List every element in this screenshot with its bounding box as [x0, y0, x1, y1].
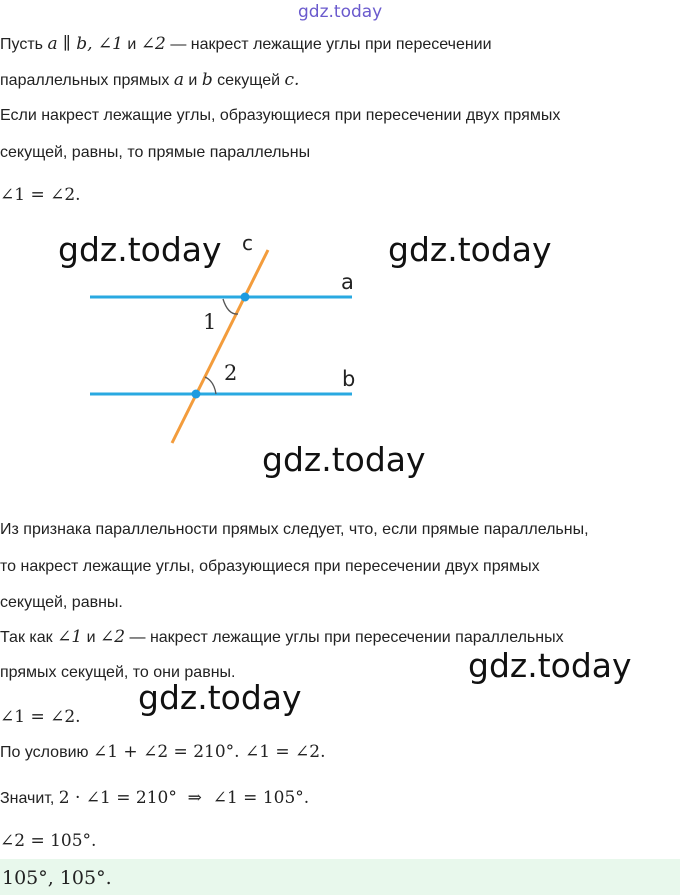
- line-a-label: a: [341, 270, 354, 294]
- condition-math: ∠1 + ∠2 = 210°. ∠1 = ∠2.: [92, 742, 326, 762]
- intro-text: и: [122, 36, 141, 53]
- math-c: c.: [284, 70, 300, 90]
- equation-angles-equal: ∠1 = ∠2.: [0, 185, 81, 205]
- math-b: b: [201, 70, 213, 90]
- intro-text: секущей: [212, 72, 285, 89]
- intro-text: — накрест лежащие углы при пересечении: [165, 36, 492, 53]
- since-line-1: [0, 627, 564, 648]
- math-angle2: ∠2: [140, 34, 166, 54]
- since-line-2: прямых секущей, то они равны.: [0, 664, 236, 681]
- intersection-a: [241, 293, 250, 302]
- intro-line-2: [0, 70, 299, 91]
- since-text: и: [82, 629, 100, 646]
- math-angle1: ∠1: [57, 627, 83, 647]
- angle-1-label: 1: [203, 310, 217, 334]
- hence-math: 2 · ∠1 = 210° ⇒ ∠1 = 105°.: [58, 788, 310, 808]
- rule-line-1: Если накрест лежащие углы, образующиеся при пересечении двух прямых: [0, 107, 561, 124]
- intro-text: Пусть: [0, 36, 48, 53]
- watermark: gdz.today: [468, 646, 632, 685]
- angle-2-label: 2: [224, 361, 238, 385]
- intersection-b: [192, 390, 201, 399]
- since-text: Так как: [0, 629, 58, 646]
- angle-2-arc: [205, 377, 216, 394]
- secant-label: c: [242, 231, 253, 255]
- reason-line-1: Из признака параллельности прямых следует, что, если прямые параллельны,: [0, 521, 589, 538]
- math-angle2: ∠2: [99, 627, 126, 647]
- answer-text: 105°, 105°.: [2, 867, 112, 889]
- equation-angle2-value: ∠2 = 105°.: [0, 831, 97, 851]
- math-a: a: [173, 70, 184, 90]
- watermark: gdz.today: [138, 678, 302, 717]
- reason-line-2: то накрест лежащие углы, образующиеся при пересечении двух прямых: [0, 558, 540, 575]
- since-text: — накрест лежащие углы при пересечении параллельных: [125, 629, 564, 646]
- hence-line: [0, 788, 309, 809]
- intro-text: параллельных прямых: [0, 72, 174, 89]
- watermark: gdz.today: [58, 230, 222, 269]
- reason-line-3: секущей, равны.: [0, 594, 123, 611]
- answer-box: [0, 859, 680, 895]
- equation-angles-equal-2: ∠1 = ∠2.: [0, 707, 81, 727]
- watermark-top: gdz.today: [298, 2, 383, 22]
- hence-text: Значит,: [0, 790, 59, 807]
- watermark: gdz.today: [388, 230, 552, 269]
- condition-line: [0, 742, 326, 763]
- intro-text: и: [183, 72, 202, 89]
- line-b-label: b: [342, 367, 356, 391]
- rule-line-2: секущей, равны, то прямые параллельны: [0, 144, 311, 161]
- intro-line-1: [0, 34, 492, 55]
- secant-c: [172, 250, 268, 443]
- condition-text: По условию: [0, 744, 93, 761]
- math-parallel: a ∥ b, ∠1: [47, 34, 123, 54]
- watermark: gdz.today: [262, 440, 426, 479]
